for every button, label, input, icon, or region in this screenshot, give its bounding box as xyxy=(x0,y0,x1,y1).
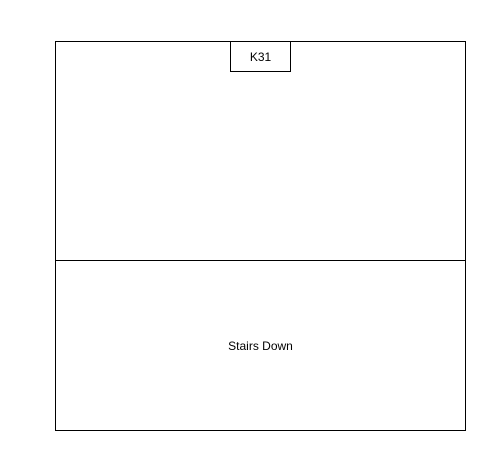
room-tag-k31 xyxy=(230,41,291,72)
lower-room xyxy=(55,260,466,431)
stairs-down-label: Stairs Down xyxy=(228,338,293,353)
room-tag-label: K31 xyxy=(249,49,272,64)
upper-room xyxy=(55,41,466,261)
